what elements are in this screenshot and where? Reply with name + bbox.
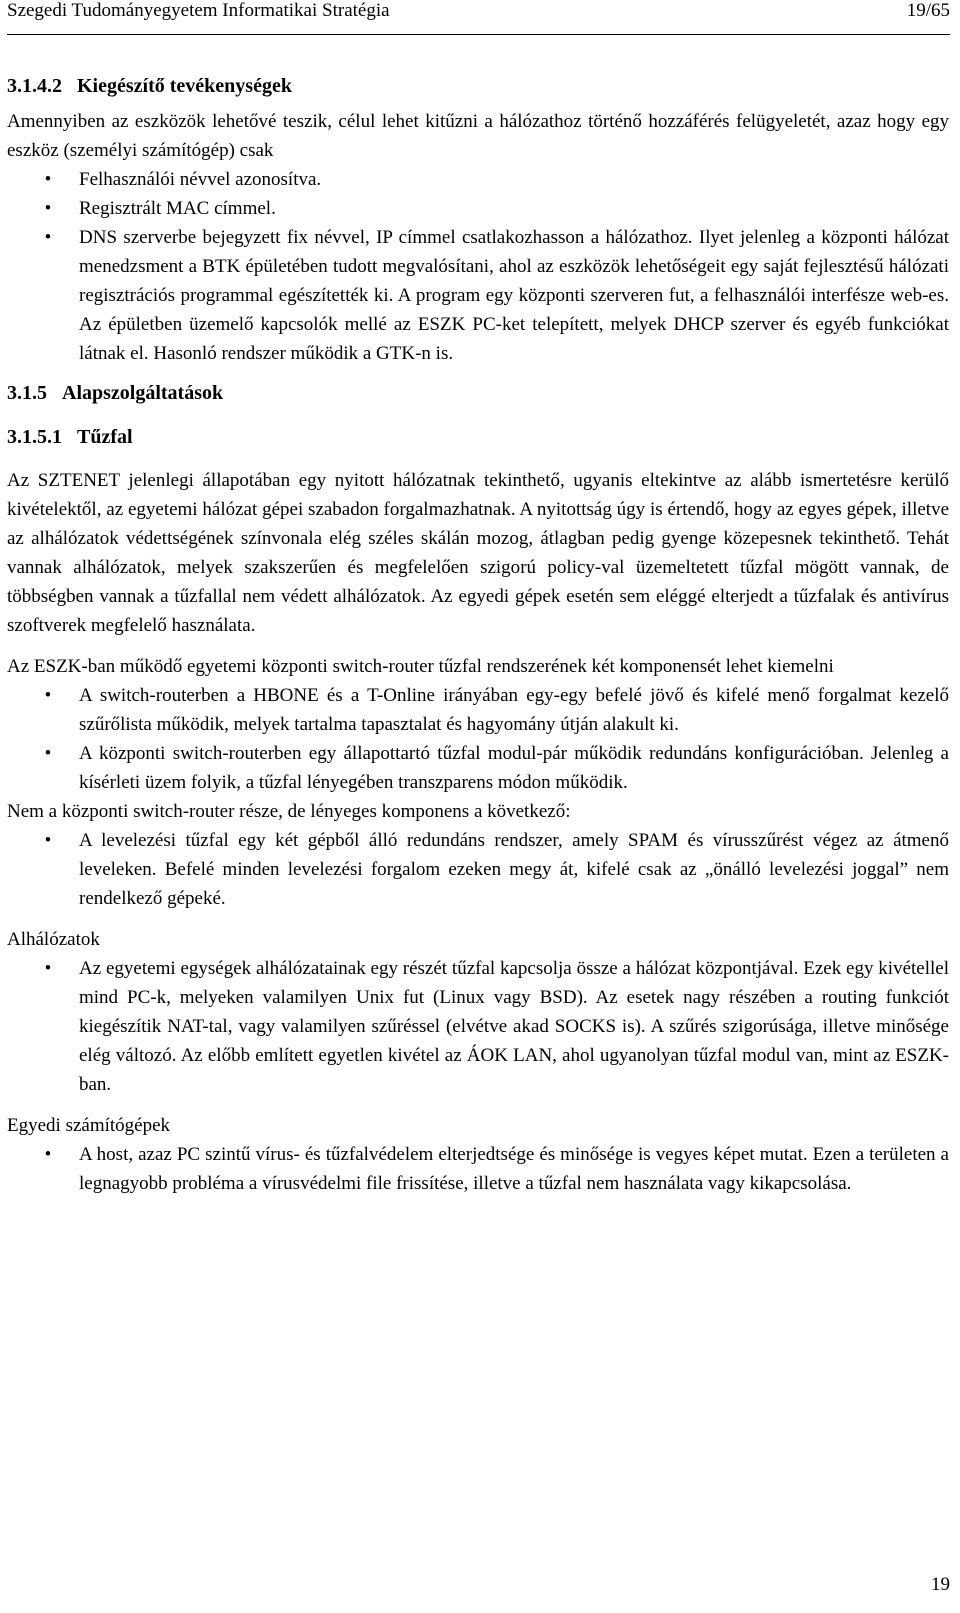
bullet-icon: • bbox=[44, 743, 52, 764]
bullet-icon: • bbox=[44, 830, 52, 851]
bullet-list-individual-computers bbox=[7, 1140, 949, 1198]
paragraph-subnets-label: Alhálózatok bbox=[7, 929, 100, 950]
header-title: Szegedi Tudományegyetem Informatikai Stratégia bbox=[7, 0, 390, 21]
section-title: Alapszolgáltatások bbox=[62, 382, 224, 404]
paragraph-intro: Amennyiben az eszközök lehetővé teszik, célul lehet kitűzni a hálózathoz történő hozzáférés felügyeletét, azaz hogy egy eszköz (személyi számítógép) csak bbox=[7, 111, 949, 161]
list-item: • A levelezési tűzfal egy két gépből álló redundáns rendszer, amely SPAM és vírusszűrést végez az átmenő leveleken. Befelé minden levelezési forgalom ezeken megy át, kifelé csak az „önálló levelezési joggal” nem rendelkező gépeké. bbox=[7, 826, 949, 913]
section-number: 3.1.5 bbox=[7, 382, 47, 404]
page-footer-number: 19 bbox=[931, 1574, 950, 1595]
section-number: 3.1.5.1 bbox=[7, 426, 62, 448]
bullet-icon: • bbox=[44, 958, 52, 979]
list-item: • Felhasználói névvel azonosítva. bbox=[7, 165, 949, 194]
bullet-list-firewall-components bbox=[7, 681, 949, 797]
header-page-number: 19/65 bbox=[906, 0, 950, 21]
section-heading-3-1-5-1 bbox=[7, 424, 949, 450]
section-number: 3.1.4.2 bbox=[7, 75, 62, 97]
header-divider bbox=[7, 34, 950, 35]
list-item: • Az egyetemi egységek alhálózatainak egy részét tűzfal kapcsolja össze a hálózat központjával. Ezek egy kivétellel mind PC-k, melyeken valamilyen Unix fut (Linux vagy BSD). Az esetek nagy részében a routing funkciót kiegészítik NAT-tal, vagy valamilyen szűréssel (elvétve akad SOCKS is). A szűrés szigorúsága, illetve minősége elég változó. Az előbb említett egyetlen kivétel az ÁOK LAN, ahol ugyanolyan tűzfal modul van, mint az ESZK-ban. bbox=[7, 954, 949, 1099]
paragraph-firewall-overview: Az SZTENET jelenlegi állapotában egy nyitott hálózatnak tekinthető, ugyanis eltekintve az alább ismertetésre kerülő kivételektől, az egyetemi hálózat gépei szabadon forgalmazhatnak. A nyitottság úgy is értendő, hogy az egyes gépek, illetve az alhálózatok védettségének színvonala elég széles skálán mozog, átlagban pedig gyenge közepesnek tekinthető. Tehát vannak alhálózatok, melyek szakszerűen és megfelelően szigorú policy-val üzemeltetett tűzfal mögött vannak, de többségben vannak a tűzfallal nem védett alhálózatok. Az egyedi gépek esetén sem eléggé elterjedt a tűzfalak és antivírus szoftverek megfelelő használata. bbox=[7, 470, 949, 636]
list-item: • A host, azaz PC szintű vírus- és tűzfalvédelem elterjedtsége és minősége is vegyes képet mutat. Ezen a területen a legnagyobb probléma a vírusvédelmi file frissítése, illetve a tűzfal nem használata vagy kikapcsolása. bbox=[7, 1140, 949, 1198]
bullet-icon: • bbox=[44, 685, 52, 706]
document-body bbox=[7, 73, 949, 1198]
paragraph-other-component: Nem a központi switch-router része, de lényeges komponens a következő: bbox=[7, 801, 571, 822]
section-heading-3-1-4-2 bbox=[7, 73, 949, 99]
paragraph-individual-computers-label: Egyedi számítógépek bbox=[7, 1115, 171, 1136]
bullet-list-mail-firewall bbox=[7, 826, 949, 913]
bullet-list-subnets bbox=[7, 954, 949, 1099]
bullet-icon: • bbox=[44, 169, 52, 190]
list-item: • DNS szerverbe bejegyzett fix névvel, IP címmel csatlakozhasson a hálózathoz. Ilyet jelenleg a központi hálózat menedzsment a BTK épületében tudott megvalósítani, ahol az eszközök lehetőségeit egy saját fejlesztésű hálózati regisztrációs programmal egészítették ki. A program egy központi szerveren fut, a felhasználói interfésze web-es. Az épületben üzemelő kapcsolók mellé az ESZK PC-ket telepített, melyek DHCP szerver és egyéb funkciókat látnak el. Hasonló rendszer működik a GTK-n is. bbox=[7, 223, 949, 368]
section-heading-3-1-5 bbox=[7, 380, 949, 406]
bullet-icon: • bbox=[44, 227, 52, 248]
bullet-list-access bbox=[7, 165, 949, 368]
list-item: • A központi switch-routerben egy állapottartó tűzfal modul-pár működik redundáns konfigurációban. Jelenleg a kísérleti üzem folyik, a tűzfal lényegében transzparens módon működik. bbox=[7, 739, 949, 797]
list-item: • A switch-routerben a HBONE és a T-Online irányában egy-egy befelé jövő és kifelé menő forgalmat kezelő szűrőlista működik, melyek tartalma tapasztalat és hagyomány útján alakult ki. bbox=[7, 681, 949, 739]
section-title: Kiegészítő tevékenységek bbox=[77, 75, 292, 97]
section-title: Tűzfal bbox=[77, 426, 133, 448]
list-item: • Regisztrált MAC címmel. bbox=[7, 194, 949, 223]
bullet-icon: • bbox=[44, 198, 52, 219]
bullet-icon: • bbox=[44, 1144, 52, 1165]
page-header bbox=[7, 0, 950, 22]
paragraph-eszk-firewall: Az ESZK-ban működő egyetemi központi switch-router tűzfal rendszerének két komponensét lehet kiemelni bbox=[7, 656, 834, 677]
